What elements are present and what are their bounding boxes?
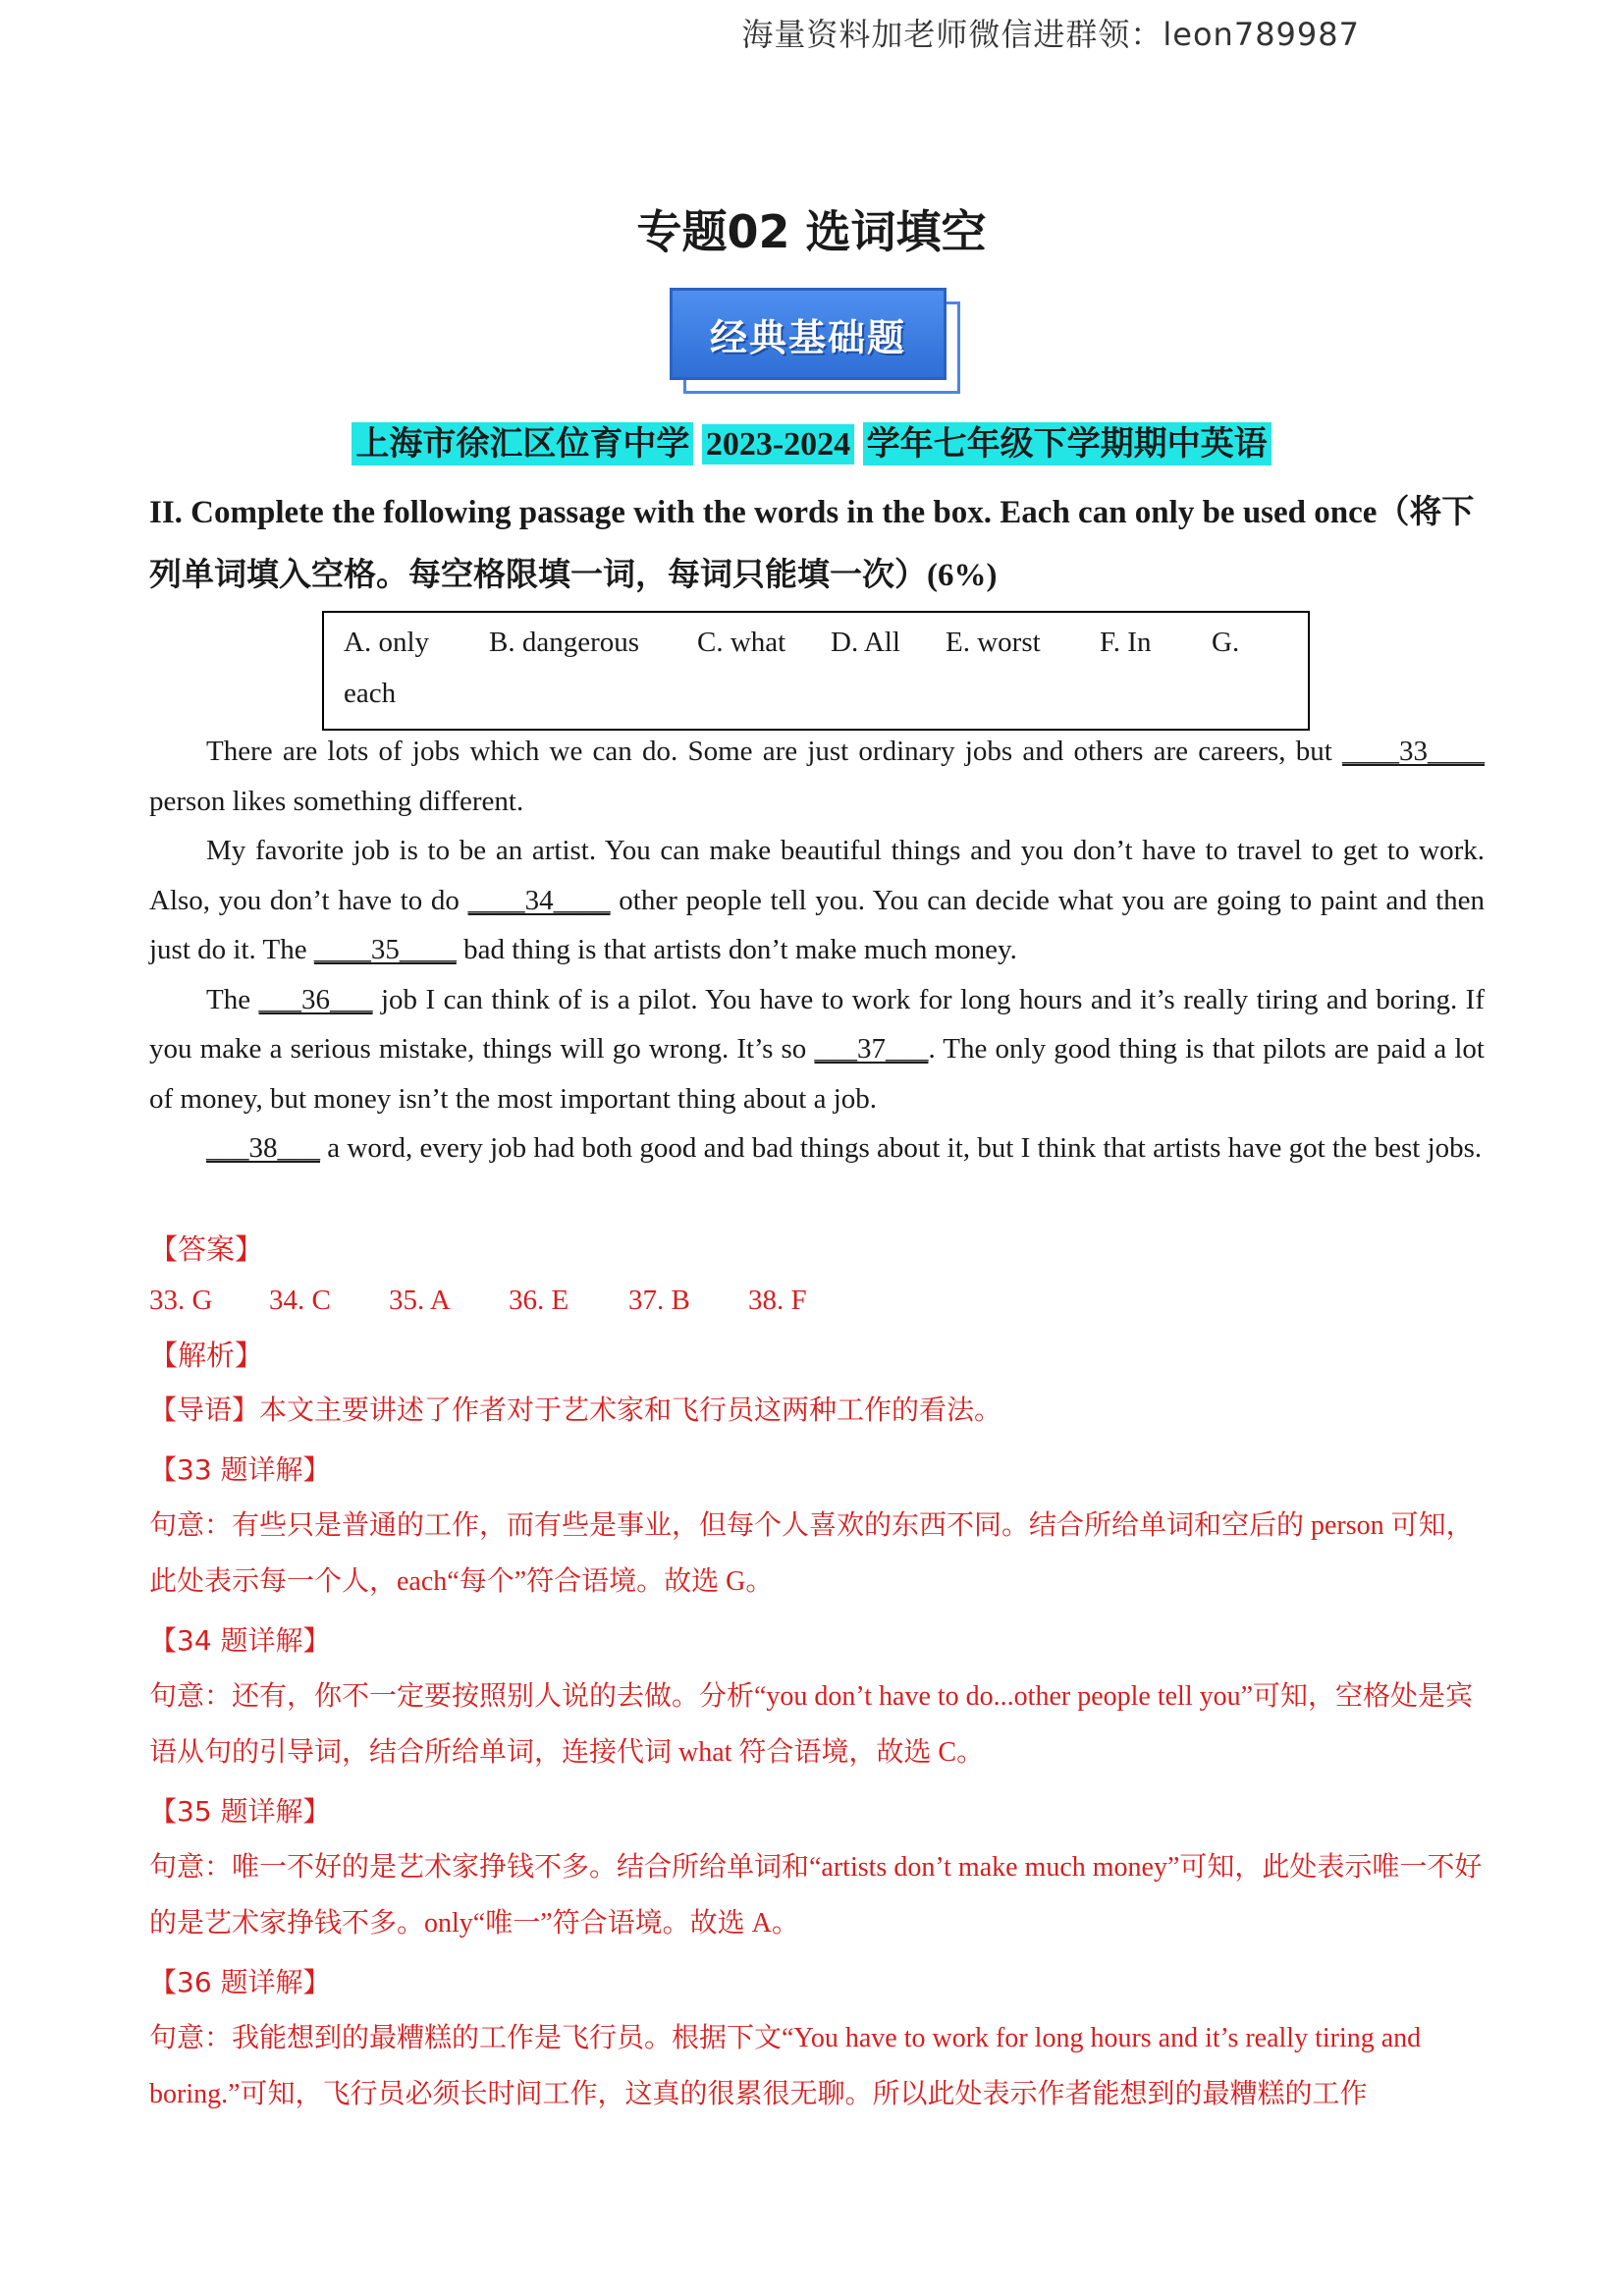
section-banner: [670, 288, 964, 398]
word-option-f: F. In: [1100, 627, 1152, 658]
watermark-text: 海量资料加老师微信进群领：leon789987: [741, 16, 1360, 53]
passage-paragraph-3: [149, 975, 1485, 1124]
detail-body: 句意：唯一不好的是艺术家挣钱不多。结合所给单词和“artists don’t make much money”可知，此处表示唯一不好的是艺术家挣钱不多。only“唯一”符合语境。故选 A。: [149, 1852, 1483, 1939]
passage-text: a word, every job had both good and bad things about it, but I think that artists have got the best jobs.: [320, 1132, 1483, 1164]
blank-37: ___37___: [814, 1033, 929, 1065]
answer-item: 34. C: [269, 1285, 331, 1316]
word-option-d: D. All: [831, 627, 900, 658]
answer-item: 37. B: [628, 1285, 690, 1316]
word-option-g: G.: [1212, 627, 1240, 658]
banner-label: 经典基础题: [670, 288, 947, 380]
detail-35: [149, 1783, 1485, 1951]
answer-item: 36. E: [509, 1285, 569, 1316]
detail-36: [149, 1954, 1485, 2122]
question-instruction: II. Complete the following passage with the words in the box. Each can only be used once（将下列单词填入空格。每空格限填一词，每词只能填一次）(6%): [149, 495, 1475, 593]
blank-38: ___38___: [206, 1132, 320, 1164]
blank-36: ___36___: [258, 983, 373, 1015]
detail-body: 句意：有些只是普通的工作，而有些是事业，但每个人喜欢的东西不同。结合所给单词和空后的 person 可知，此处表示每一个人，each“每个”符合语境。故选 G。: [149, 1510, 1474, 1597]
detail-heading: 【33 题详解】: [149, 1453, 331, 1486]
guide-text: 【导语】本文主要讲述了作者对于艺术家和飞行员这两种工作的看法。: [149, 1395, 1002, 1426]
detail-heading: 【36 题详解】: [149, 1966, 331, 1998]
passage-text: bad thing is that artists don’t make much money.: [456, 934, 1017, 965]
passage-text: My favorite job is to be an artist. You can make beautiful things and you don’t have to travel to get to work. Also, you don’t have to do: [149, 835, 1485, 916]
detail-heading: 【35 题详解】: [149, 1795, 331, 1828]
passage-paragraph-1: [149, 727, 1485, 826]
word-option-c: C. what: [697, 627, 786, 658]
blank-33: ____33____: [1342, 736, 1485, 767]
passage-text: job I can think of is a pilot. You have to work for long hours and it’s really tiring and boring. If you make a serious mistake, things will go wrong. It’s so: [149, 983, 1485, 1065]
detail-33: [149, 1442, 1485, 1610]
word-option-b: B. dangerous: [489, 627, 640, 658]
exam-source: [0, 416, 1623, 465]
source-term: 学年七年级下学期期中英语: [863, 422, 1271, 465]
detail-body: 句意：还有，你不一定要按照别人说的去做。分析“you don’t have to do...other people tell you”可知，空格处是宾语从句的引导词，结合所给单词，连接代词 what 符合语境，故选 C。: [149, 1681, 1474, 1768]
passage-paragraph-4: [149, 1123, 1485, 1174]
detail-34: [149, 1613, 1485, 1780]
word-option-g-word: each: [344, 678, 397, 709]
passage-text: person likes something different.: [149, 785, 524, 817]
passage-text: other people tell you. You can decide what you are going to paint and then just do it. The: [149, 884, 1485, 965]
word-option-a: A. only: [344, 627, 429, 658]
answer-list: [149, 1285, 868, 1317]
detail-body: 句意：我能想到的最糟糕的工作是飞行员。根据下文“You have to work for long hours and it’s really tiring and boring.”可知，飞行员必须长时间工作，这真的很累很无聊。所以此处表示作者能想到的最糟糕的工作: [149, 2023, 1422, 2109]
detail-heading: 【34 题详解】: [149, 1624, 331, 1657]
answer-item: 33. G: [149, 1285, 213, 1316]
passage-text: There are lots of jobs which we can do. Some are just ordinary jobs and others are careers, but: [206, 736, 1342, 767]
word-box: [322, 611, 1310, 731]
page-title: 专题02 选词填空: [636, 205, 987, 258]
source-school: 上海市徐汇区位育中学: [352, 422, 693, 465]
passage-text: The: [206, 983, 259, 1015]
answer-item: 38. F: [748, 1285, 807, 1316]
passage: [149, 727, 1485, 1174]
analysis-label: 【解析】: [149, 1339, 264, 1372]
blank-35: ____35____: [313, 934, 457, 965]
passage-text: . The only good thing is that pilots are paid a lot of money, but money isn’t the most important thing about a job.: [149, 1033, 1485, 1115]
answer-label: 【答案】: [149, 1232, 264, 1266]
source-year: 2023-2024: [702, 424, 854, 465]
passage-paragraph-2: [149, 826, 1485, 975]
blank-34: ____34____: [467, 884, 611, 916]
word-option-e: E. worst: [946, 627, 1041, 658]
answer-item: 35. A: [389, 1285, 451, 1316]
